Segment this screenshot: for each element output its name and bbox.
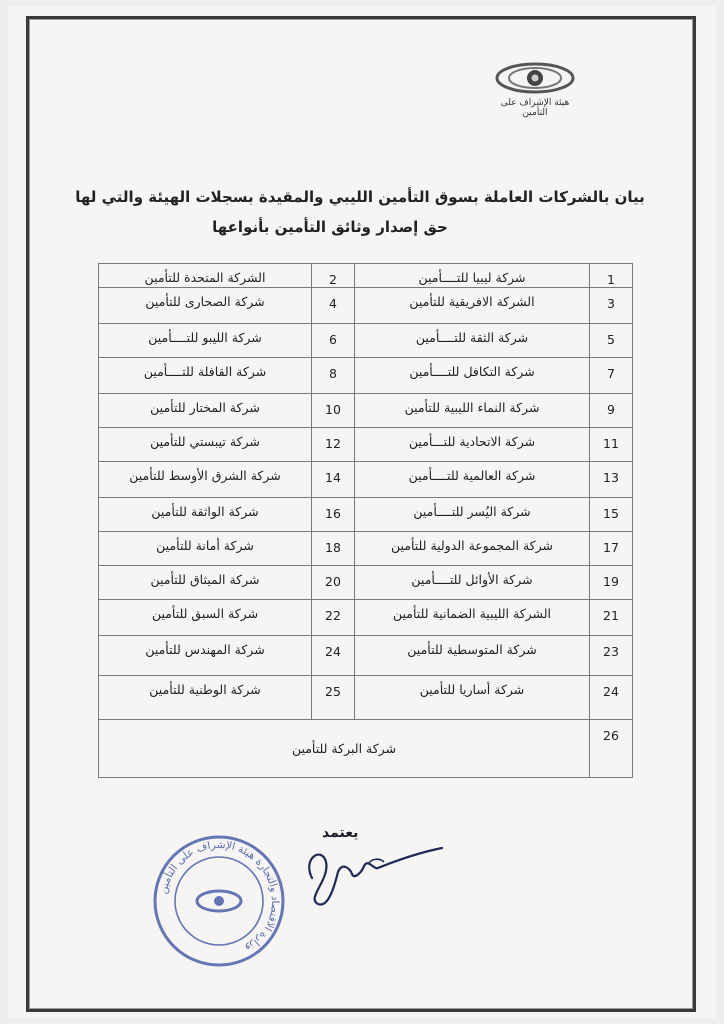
company-number: 20 <box>312 566 355 600</box>
company-number: 15 <box>590 498 633 532</box>
table-row <box>99 498 633 532</box>
company-name: شركة الميثاق للتأمين <box>99 566 312 600</box>
company-name: شركة المجموعة الدولية للتأمين <box>355 532 590 566</box>
company-name: شركة أساريا للتأمين <box>355 676 590 720</box>
table-row <box>99 288 633 324</box>
company-name: شركة الليبو للتــــأمين <box>99 324 312 358</box>
company-number: 24 <box>590 676 633 720</box>
company-number: 13 <box>590 462 633 498</box>
table-row <box>99 394 633 428</box>
company-number: 3 <box>590 288 633 324</box>
company-name: شركة السبق للتأمين <box>99 600 312 636</box>
company-number: 17 <box>590 532 633 566</box>
signature <box>292 828 452 908</box>
official-stamp <box>150 832 288 970</box>
table-row <box>99 428 633 462</box>
company-name: شركة الأوائل للتــــأمين <box>355 566 590 600</box>
company-number: 5 <box>590 324 633 358</box>
table-row <box>99 264 633 288</box>
company-name: شركة أمانة للتأمين <box>99 532 312 566</box>
table-row <box>99 636 633 676</box>
company-number: 21 <box>590 600 633 636</box>
company-number: 4 <box>312 288 355 324</box>
company-name: شركة العالمية للتــــأمين <box>355 462 590 498</box>
companies-table <box>98 263 633 778</box>
company-number: 22 <box>312 600 355 636</box>
company-name: شركة التكافل للتــــأمين <box>355 358 590 394</box>
company-name: شركة البركة للتأمين <box>99 720 590 778</box>
company-number: 25 <box>312 676 355 720</box>
company-name: شركة تيبستي للتأمين <box>99 428 312 462</box>
company-number: 23 <box>590 636 633 676</box>
company-name: الشركة المتحدة للتأمين <box>99 264 312 288</box>
company-number: 12 <box>312 428 355 462</box>
company-name: شركة ليبيا للتــــأمين <box>355 264 590 288</box>
company-name: الشركة الافريقية للتأمين <box>355 288 590 324</box>
company-number: 8 <box>312 358 355 394</box>
table-row <box>99 324 633 358</box>
company-name: شركة النماء الليبية للتأمين <box>355 394 590 428</box>
company-number: 6 <box>312 324 355 358</box>
table-row <box>99 566 633 600</box>
company-number: 9 <box>590 394 633 428</box>
table-row <box>99 358 633 394</box>
company-number: 19 <box>590 566 633 600</box>
company-name: شركة الثقة للتــــأمين <box>355 324 590 358</box>
company-number: 14 <box>312 462 355 498</box>
company-name: شركة القافلة للتــــأمين <box>99 358 312 394</box>
company-number: 7 <box>590 358 633 394</box>
company-name: شركة المختار للتأمين <box>99 394 312 428</box>
company-name: شركة المتوسطية للتأمين <box>355 636 590 676</box>
company-name: شركة الاتحادية للتـــأمين <box>355 428 590 462</box>
company-number: 1 <box>590 264 633 288</box>
table-row <box>99 676 633 720</box>
approval-label: يعتمد <box>322 825 359 841</box>
company-name: شركة اليُسر للتــــأمين <box>355 498 590 532</box>
company-name: الشركة الليبية الضمانية للتأمين <box>355 600 590 636</box>
company-number: 26 <box>590 720 633 778</box>
logo-caption: هيئة الإشراف على التأمين <box>500 98 570 118</box>
table-row <box>99 720 633 778</box>
company-number: 2 <box>312 264 355 288</box>
table-row <box>99 532 633 566</box>
company-name: شركة الشرق الأوسط للتأمين <box>99 462 312 498</box>
company-name: شركة الواثقة للتأمين <box>99 498 312 532</box>
table-row <box>99 600 633 636</box>
company-name: شركة الصحارى للتأمين <box>99 288 312 324</box>
company-name: شركة الوطنية للتأمين <box>99 676 312 720</box>
company-number: 16 <box>312 498 355 532</box>
company-number: 24 <box>312 636 355 676</box>
company-number: 11 <box>590 428 633 462</box>
document-subtitle: حق إصدار وثائق التأمين بأنواعها <box>212 218 448 236</box>
company-name: شركة المهندس للتأمين <box>99 636 312 676</box>
document-title: بيان بالشركات العاملة بسوق التأمين الليبي والمقيدة بسجلات الهيئة والتي لها <box>75 188 645 206</box>
company-number: 18 <box>312 532 355 566</box>
company-number: 10 <box>312 394 355 428</box>
table-row <box>99 462 633 498</box>
stamp-text: وزارة الاقتصاد والتجارة هيئة الإشراف على التأمين <box>157 838 282 955</box>
